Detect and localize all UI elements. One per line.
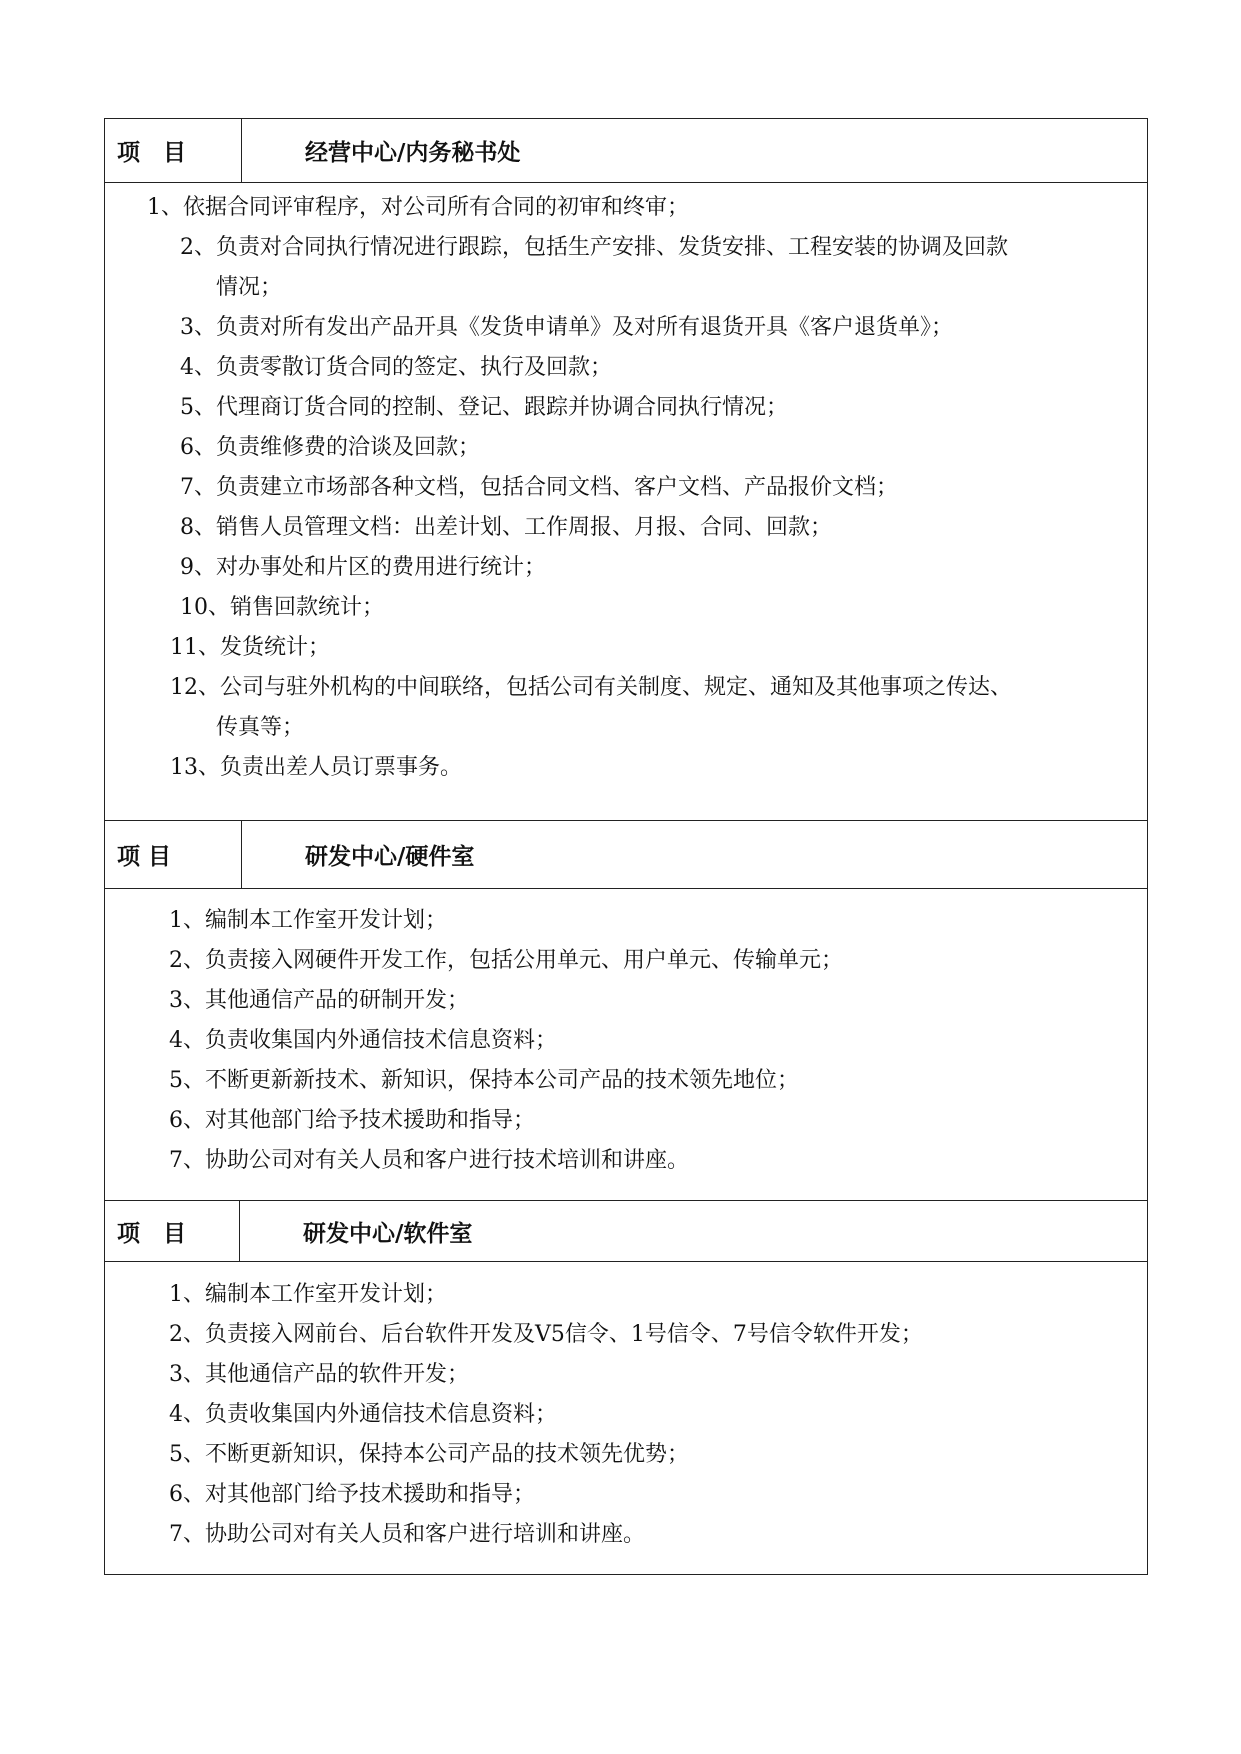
duty-list <box>105 901 1147 1181</box>
list-item <box>105 588 1147 628</box>
item-text: 负责对合同执行情况进行跟踪，包括生产安排、发货安排、工程安装的协调及回款 <box>216 235 1009 260</box>
section-header <box>105 1201 1147 1262</box>
item-text: 销售人员管理文档：出差计划、工作周报、月报、合同、回款； <box>216 515 833 540</box>
list-item <box>105 1435 1147 1475</box>
section-body <box>105 1262 1147 1574</box>
item-number: 6、 <box>169 1108 205 1133</box>
item-number: 2、 <box>169 948 205 973</box>
item-number: 5、 <box>169 1442 205 1467</box>
item-number: 1、 <box>147 195 183 220</box>
list-item <box>105 1021 1147 1061</box>
item-text: 负责零散订货合同的签定、执行及回款； <box>216 355 613 380</box>
item-number: 2、 <box>169 1322 205 1347</box>
list-item <box>105 668 1147 708</box>
list-item <box>105 1515 1147 1555</box>
item-text: 公司与驻外机构的中间联络，包括公司有关制度、规定、通知及其他事项之传达、 <box>220 675 1013 700</box>
item-number: 7、 <box>169 1148 205 1173</box>
item-text: 负责对所有发出产品开具《发货申请单》及对所有退货开具《客户退货单》； <box>216 315 954 340</box>
item-text: 对办事处和片区的费用进行统计； <box>216 555 547 580</box>
list-item <box>105 1355 1147 1395</box>
item-text: 发货统计； <box>220 635 331 660</box>
list-item <box>105 308 1147 348</box>
item-number: 5、 <box>180 395 216 420</box>
item-number: 4、 <box>169 1028 205 1053</box>
item-text: 依据合同评审程序，对公司所有合同的初审和终审； <box>183 195 690 220</box>
list-item <box>105 1315 1147 1355</box>
item-text: 负责接入网前台、后台软件开发及V5信令、1号信令、7号信令软件开发； <box>205 1322 923 1347</box>
item-text: 编制本工作室开发计划； <box>205 908 448 933</box>
item-text: 销售回款统计； <box>230 595 385 620</box>
item-text: 不断更新新技术、新知识，保持本公司产品的技术领先地位； <box>205 1068 800 1093</box>
responsibilities-table <box>104 118 1148 1575</box>
item-number: 6、 <box>180 435 216 460</box>
item-text: 对其他部门给予技术援助和指导； <box>205 1482 536 1507</box>
item-label: 项 目 <box>105 821 242 888</box>
item-number: 6、 <box>169 1482 205 1507</box>
list-item <box>105 628 1147 668</box>
section-header <box>105 119 1147 183</box>
item-number: 4、 <box>169 1402 205 1427</box>
list-item <box>105 388 1147 428</box>
list-item-continuation: 情况； <box>216 275 283 300</box>
item-label: 项 目 <box>105 1201 240 1261</box>
list-item <box>105 941 1147 981</box>
list-item-continuation: 传真等； <box>216 715 305 740</box>
item-text: 代理商订货合同的控制、登记、跟踪并协调合同执行情况； <box>216 395 789 420</box>
item-text: 其他通信产品的研制开发； <box>205 988 470 1013</box>
list-item <box>105 428 1147 468</box>
item-text: 对其他部门给予技术援助和指导； <box>205 1108 536 1133</box>
item-number: 2、 <box>180 235 216 260</box>
list-item <box>105 348 1147 388</box>
item-number: 4、 <box>180 355 216 380</box>
item-number: 12、 <box>170 675 220 700</box>
item-number: 7、 <box>169 1522 205 1547</box>
list-item <box>105 188 1147 228</box>
duty-list <box>105 1275 1147 1555</box>
list-item <box>105 1101 1147 1141</box>
item-text: 编制本工作室开发计划； <box>205 1282 448 1307</box>
item-number: 13、 <box>170 755 220 780</box>
list-item <box>105 1141 1147 1181</box>
item-label: 项 目 <box>105 119 242 182</box>
item-number: 3、 <box>169 988 205 1013</box>
item-number: 1、 <box>169 908 205 933</box>
section-title: 经营中心/内务秘书处 <box>305 140 521 166</box>
item-text: 负责收集国内外通信技术信息资料； <box>205 1402 558 1427</box>
list-item <box>105 981 1147 1021</box>
section-body <box>105 889 1147 1201</box>
item-number: 3、 <box>180 315 216 340</box>
list-item <box>105 228 1147 268</box>
item-text: 负责出差人员订票事务。 <box>220 755 463 780</box>
item-text: 负责建立市场部各种文档，包括合同文档、客户文档、产品报价文档； <box>216 475 899 500</box>
section-header <box>105 821 1147 889</box>
list-item <box>105 1061 1147 1101</box>
section-rd-software <box>105 1201 1147 1574</box>
list-item <box>105 548 1147 588</box>
item-number: 5、 <box>169 1068 205 1093</box>
item-text: 协助公司对有关人员和客户进行培训和讲座。 <box>205 1522 646 1547</box>
list-item <box>105 468 1147 508</box>
item-text: 不断更新知识，保持本公司产品的技术领先优势； <box>205 1442 690 1467</box>
section-title: 研发中心/软件室 <box>303 1220 473 1247</box>
section-rd-hardware <box>105 821 1147 1201</box>
item-number: 10、 <box>180 595 230 620</box>
section-business-secretariat <box>105 119 1147 821</box>
section-body <box>105 183 1147 821</box>
item-text: 其他通信产品的软件开发； <box>205 1362 470 1387</box>
list-item <box>105 748 1147 788</box>
item-number: 3、 <box>169 1362 205 1387</box>
section-title: 研发中心/硬件室 <box>305 844 475 870</box>
item-number: 8、 <box>180 515 216 540</box>
item-text: 负责接入网硬件开发工作，包括公用单元、用户单元、传输单元； <box>205 948 844 973</box>
duty-list <box>105 188 1147 788</box>
item-number: 7、 <box>180 475 216 500</box>
item-text: 负责维修费的洽谈及回款； <box>216 435 481 460</box>
item-text: 协助公司对有关人员和客户进行技术培训和讲座。 <box>205 1148 690 1173</box>
item-number: 9、 <box>180 555 216 580</box>
item-text: 负责收集国内外通信技术信息资料； <box>205 1028 558 1053</box>
list-item <box>105 508 1147 548</box>
list-item <box>105 1395 1147 1435</box>
list-item <box>105 1475 1147 1515</box>
item-number: 1、 <box>169 1282 205 1307</box>
list-item <box>105 901 1147 941</box>
list-item <box>105 1275 1147 1315</box>
item-number: 11、 <box>170 635 220 660</box>
